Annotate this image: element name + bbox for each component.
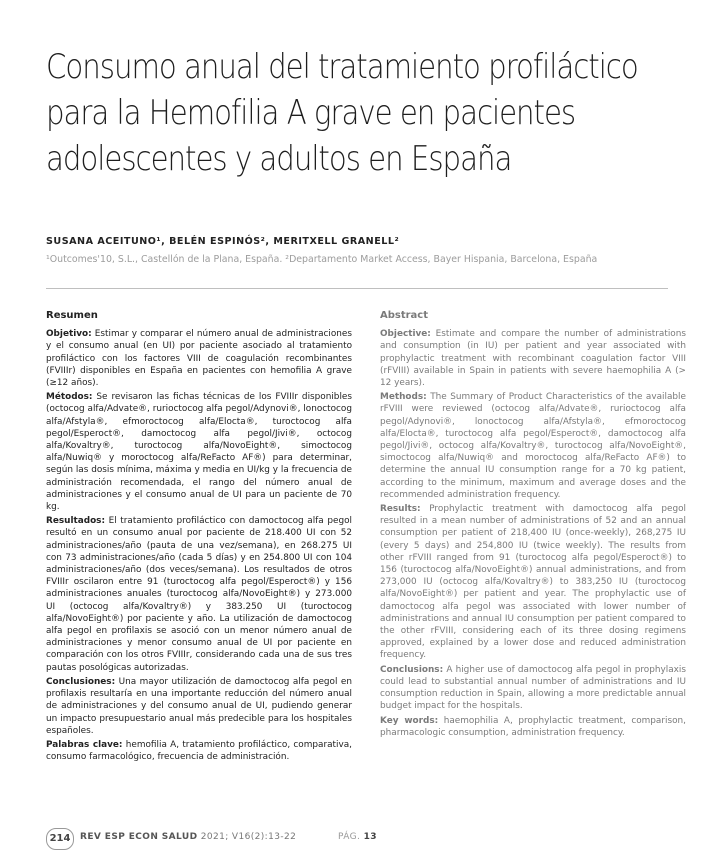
title-line-1: Consumo anual del tratamiento profiláctico: [46, 47, 638, 87]
methods-label: Methods:: [380, 392, 427, 403]
abstract-results: [380, 503, 686, 662]
abstract-keywords: [380, 715, 686, 739]
abstract-objective: [380, 328, 686, 389]
conclusions-text: A higher use of damoctocog alfa pegol in prophylaxis could lead to substantial annual number of administrations and IU consumption reduction in Spain, allowing a more predictable annual budget impact for the hospitals.: [380, 664, 686, 712]
results-label: Results:: [380, 504, 421, 515]
palabras-clave-label: Palabras clave:: [46, 739, 123, 750]
conclusiones-label: Conclusiones:: [46, 676, 116, 687]
pag-number: 13: [363, 832, 377, 842]
page-number-badge: 214: [46, 828, 74, 850]
objetivo-text: Estimar y comparar el número anual de administraciones y el consumo anual (en UI) por paciente asociado al tratamiento profiláctico con los factores VIII de coagulación recombinantes (FVIIIr) disponibles en España en pacientes con hemofilia A grave (≥12 años).: [46, 329, 352, 389]
resumen-metodos: [46, 391, 352, 513]
resumen-resultados: [46, 515, 352, 674]
objetivo-label: Objetivo:: [46, 329, 92, 340]
title-line-3: adolescentes y adultos en España: [46, 139, 512, 179]
keywords-label: Key words:: [380, 715, 439, 726]
abstract-methods: [380, 391, 686, 501]
results-text: Prophylactic treatment with damoctocog alfa pegol resulted in a mean number of administrations of 52 and an annual consumption per patient of 218,400 IU (once-weekly), 268,275 IU (every 5 days) and 254,800 IU (twice weekly). The results from other rFVIII ranged from 91 (turoctocog alfa pegol/Esperoct®) to 156 (turoctocog alfa/NovoEight®) annual administrations, and from 273,000 IU (octocog alfa/Kovaltry®) to 383,250 IU (turoctocog alfa/NovoEight®) per patient and year. The prophylactic use of damoctocog alfa pegol was associated with lower number of administrations and annual IU consumption per patient compared to the other rFVIII, considering each of its three dosing regimens approved, explained by a lower dose and reduced administration frequency.: [380, 504, 686, 661]
author-list: SUSANA ACEITUNO¹, BELÉN ESPINÓS², MERITXELL GRANELL²: [46, 236, 400, 247]
journal-name: REV ESP ECON SALUD: [80, 832, 198, 842]
pag-indicator: [338, 832, 377, 842]
pag-label: PÁG.: [338, 832, 361, 842]
resumen-palabras-clave: [46, 739, 352, 763]
journal-citation: [80, 832, 296, 842]
conclusiones-text: Una mayor utilización de damoctocog alfa pegol en profilaxis resultaría en una importante reducción del número anual de administraciones y del consumo anual de UI, pudiendo generar un impacto presupuestario anual más predecible para los hospitales españoles.: [46, 676, 352, 736]
title-line-2: para la Hemofilia A grave en pacientes: [46, 93, 576, 133]
metodos-label: Métodos:: [46, 392, 93, 403]
abstract-column: [380, 310, 686, 741]
journal-issue: 2021; V16(2):13-22: [200, 832, 297, 842]
divider: [46, 288, 668, 289]
resultados-label: Resultados:: [46, 516, 106, 527]
objective-label: Objective:: [380, 329, 431, 340]
resumen-heading: Resumen: [46, 310, 98, 321]
page-footer: [46, 828, 406, 850]
resumen-objetivo: [46, 328, 352, 389]
abstract-conclusions: [380, 664, 686, 713]
keywords-text: haemophilia A, prophylactic treatment, comparison, pharmacologic consumption, administration frequency.: [380, 715, 686, 738]
abstract-heading: Abstract: [380, 310, 429, 321]
resumen-column: [46, 310, 352, 765]
affiliation: ¹Outcomes'10, S.L., Castellón de la Plana, España. ²Departamento Market Access, Bayer Hispania, Barcelona, España: [46, 254, 598, 265]
objective-text: Estimate and compare the number of administrations and consumption (in IU) per patient and year associated with prophylactic treatment with recombinant coagulation factor VIII (rFVIII) available in Spain in patients with severe haemophilia A (> 12 years).: [380, 329, 686, 389]
methods-text: The Summary of Product Characteristics of the available rFVIII were reviewed (octocog alfa/Advate®, rurioctocog alfa pegol/Adynovi®, lonoctocog alfa/Afstyla®, efmoroctocog alfa/Elocta®, turoctocog alfa pegol/Esperoct®, damoctocog alfa pegol/Jivi®, octocog alfa/Kovaltry®, turoctocog alfa/NovoEight®, simoctocog alfa/Nuwiq® and moroctocog alfa/ReFacto AF®) to determine the annual IU consumption range for a 70 kg patient, according to the minimum, maximum and average doses and the recommended administration frequency.: [380, 392, 686, 500]
resultados-text: El tratamiento profiláctico con damoctocog alfa pegol resultó en un consumo anual por paciente de 218.400 UI con 52 administraciones/año (pauta de una vez/semana), en 268.275 UI con 73 administraciones/año (cada 5 días) y en 254.800 UI con 104 administraciones/año (dos veces/semana). Los resultados de otros FVIIIr oscilaron entre 91 (turoctocog alfa pegol/Esperoct®) y 156 administraciones anuales (turoctocog alfa/NovoEight®) y 273.000 UI (octocog alfa/Kovaltry®) y 383.250 UI (turoctocog alfa/NovoEight®) por paciente y año. La utilización de damoctocog alfa pegol en profilaxis se asoció con un menor número anual de administraciones y menor consumo anual de UI por paciente en comparación con los otros FVIIIr, considerando cada una de sus tres pautas posológicas autorizadas.: [46, 516, 352, 673]
conclusions-label: Conclusions:: [380, 664, 444, 675]
palabras-clave-text: hemofilia A, tratamiento profiláctico, comparativa, consumo farmacológico, frecuencia de administración.: [46, 739, 352, 763]
resumen-conclusiones: [46, 676, 352, 737]
article-title: [46, 44, 682, 182]
metodos-text: Se revisaron las fichas técnicas de los FVIIIr disponibles (octocog alfa/Advate®, rurioctocog alfa pegol/Adynovi®, lonoctocog alfa/Afstyla®, efmoroctocog alfa/Elocta®, turoctocog alfa pegol/Esperoct®, damoctocog alfa pegol/Jivi®, octocog alfa/Kovaltry®, turoctocog alfa/NovoEight®, simoctocog alfa/Nuwiq® y moroctocog alfa/ReFacto AF®) para determinar, según las dosis mínima, máxima y media en UI/kg y la frecuencia de administración recomendada, el rango del número anual de administraciones y el consumo anual de UI para un paciente de 70 kg.: [46, 392, 352, 513]
